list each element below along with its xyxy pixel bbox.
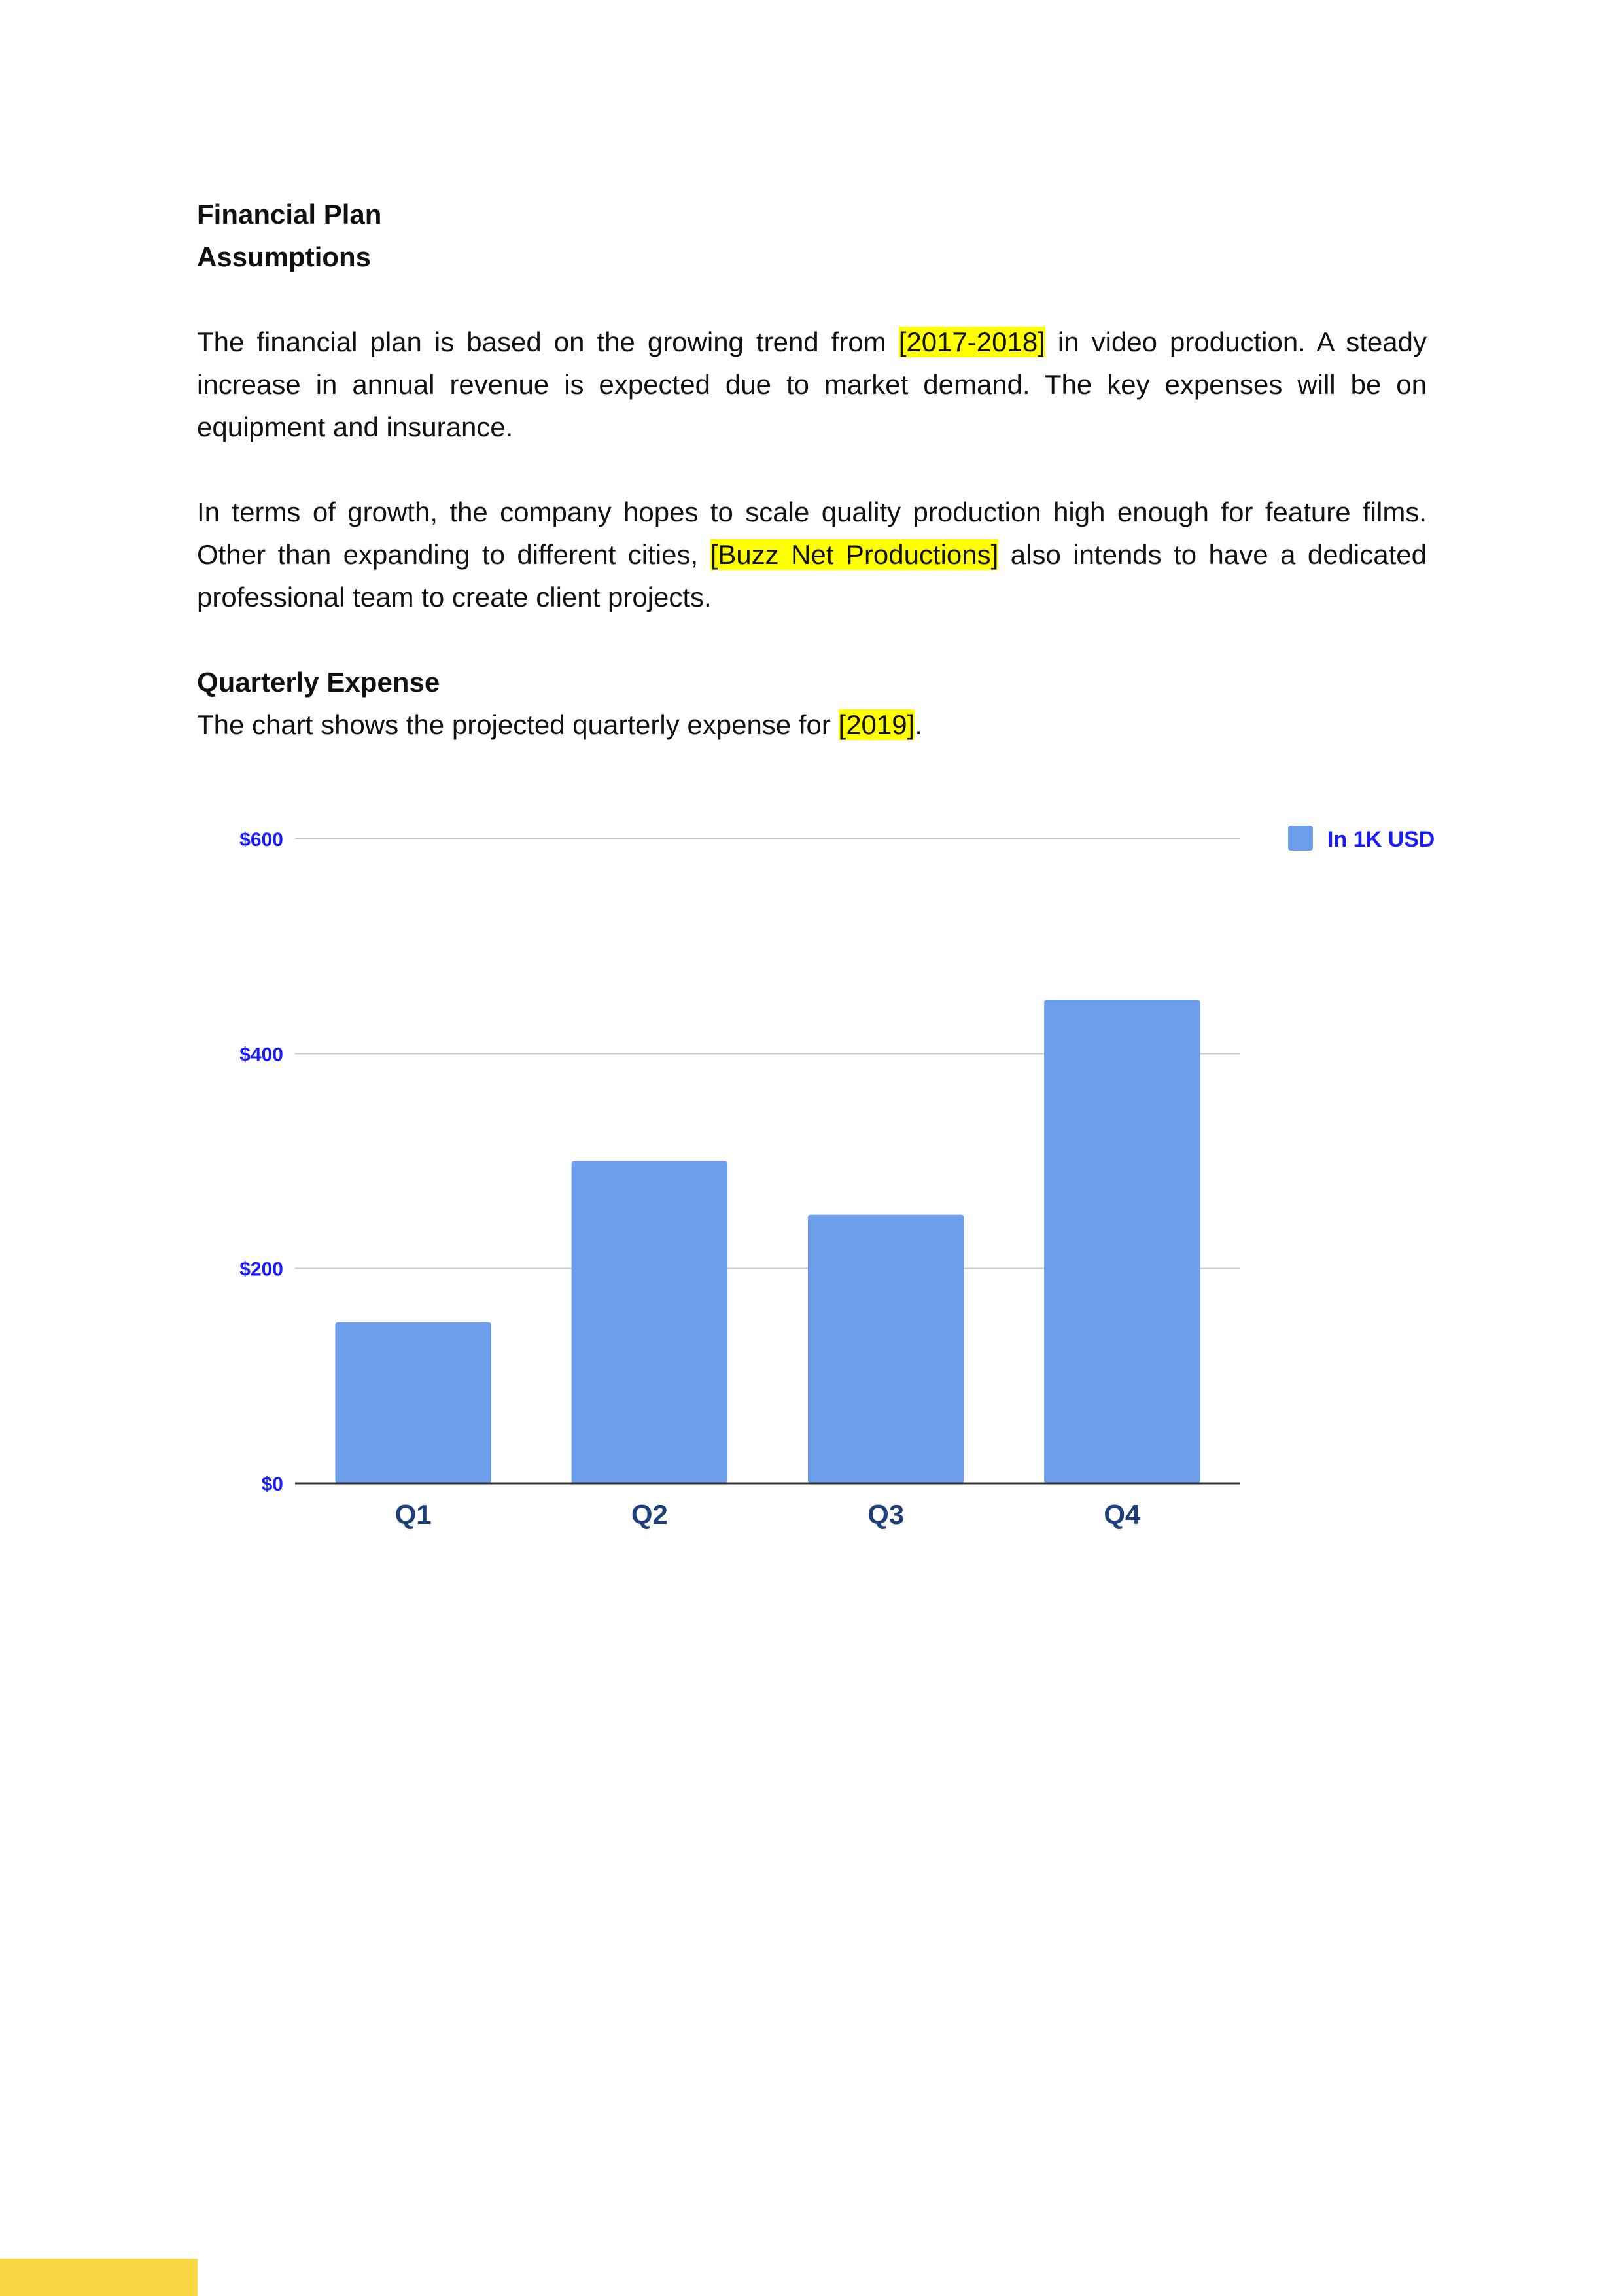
heading-financial-plan: Financial Plan: [197, 199, 382, 230]
paragraph-text: .: [915, 709, 922, 740]
paragraph-text: also intends to have a dedicated professional team to create client projects.: [197, 539, 1427, 612]
paragraph-text: The financial plan is based on the growing trend from: [197, 327, 899, 357]
heading-assumptions: Assumptions: [197, 241, 372, 272]
heading-quarterly-expense: Quarterly Expense: [197, 667, 440, 698]
quarterly-expense-chart: [197, 798, 1479, 1551]
legend-label: In 1K USD: [1327, 827, 1435, 852]
bar-q2: [572, 1161, 727, 1484]
highlighted-placeholder: [2019]: [838, 709, 915, 740]
highlighted-placeholder: [Buzz Net Productions]: [710, 539, 999, 570]
bar-q1: [335, 1322, 491, 1483]
x-tick-label: Q4: [1104, 1499, 1141, 1530]
paragraph-text: In terms of growth, the company hopes to scale quality production high enough for feature films. Other than expanding to different cities,: [197, 497, 1427, 570]
y-tick-label: $0: [261, 1474, 283, 1495]
x-tick-label: Q3: [867, 1499, 905, 1530]
y-tick-label: $400: [239, 1044, 283, 1066]
document-body: [197, 193, 1427, 746]
paragraph-text: The chart shows the projected quarterly expense for: [197, 709, 839, 740]
bar-chart: [197, 798, 1479, 1551]
x-tick-label: Q1: [394, 1499, 432, 1530]
y-tick-label: $200: [239, 1258, 283, 1280]
paragraph-assumptions: [197, 321, 1427, 448]
y-tick-label: $600: [239, 829, 283, 851]
paragraph-text: in video production. A steady increase in annual revenue is expected due to market demand. The key expenses will be on equipment and insurance.: [197, 327, 1427, 442]
highlighted-placeholder: [2017-2018]: [898, 327, 1045, 357]
paragraph-growth: [197, 491, 1427, 618]
legend-swatch: [1288, 826, 1313, 851]
paragraph-chart-intro: [197, 703, 1427, 746]
bar-q4: [1044, 1000, 1200, 1483]
bar-q3: [808, 1215, 964, 1483]
x-tick-label: Q2: [631, 1499, 668, 1530]
footer-accent-bar: [0, 2259, 198, 2296]
